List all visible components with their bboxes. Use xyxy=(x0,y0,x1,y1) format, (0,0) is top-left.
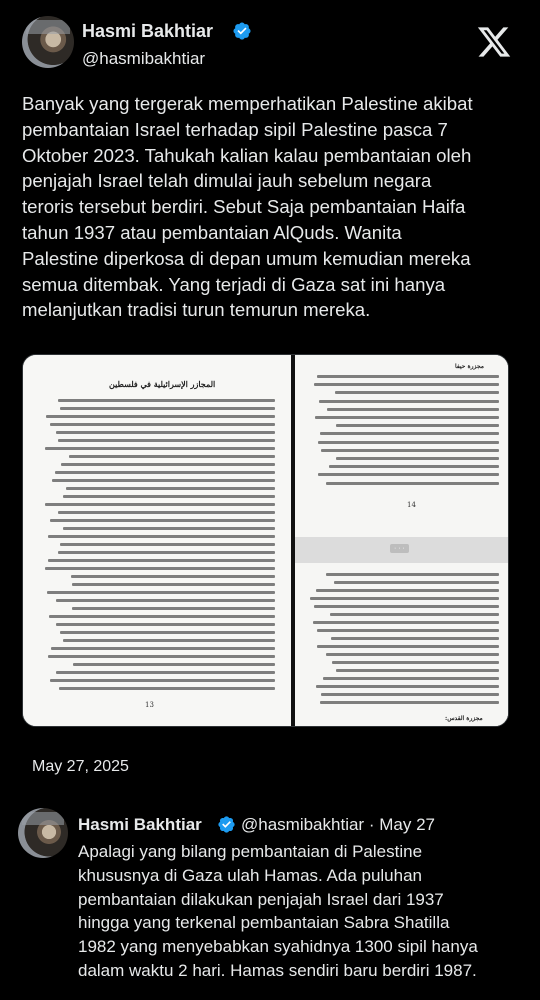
document-text-line xyxy=(73,663,275,666)
document-text-line xyxy=(71,575,275,578)
document-text-line xyxy=(60,407,275,410)
document-text-line xyxy=(45,447,275,450)
document-text-line xyxy=(56,599,275,602)
document-text-line xyxy=(330,613,499,616)
author-display-name[interactable]: Hasmi Bakhtiar xyxy=(82,21,214,41)
document-text-line xyxy=(318,473,499,476)
document-text-line xyxy=(320,701,499,704)
document-text-line xyxy=(45,567,275,570)
tweet-media-image[interactable] xyxy=(22,354,509,727)
verified-badge-icon xyxy=(232,21,252,41)
document-text-line xyxy=(318,441,499,444)
document-text-line xyxy=(335,391,499,394)
document-text-line xyxy=(319,400,499,403)
x-logo-icon[interactable] xyxy=(476,24,512,60)
document-text-line xyxy=(321,449,499,452)
document-text-line xyxy=(323,677,499,680)
document-text-line xyxy=(63,527,275,530)
document-text-line xyxy=(51,647,275,650)
document-page-left xyxy=(23,355,291,727)
verified-badge-icon xyxy=(217,815,236,834)
tweet-text: Banyak yang tergerak memperhatikan Palestine akibat pembantaian Israel terhadap sipil Palestine pasca 7 Oktober 2023. Tahukah kalian kalau pembantaian oleh penjajah Israel telah dimulai jauh sebelum negara teroris tersebut berdiri. Sebut Saja pembantaian Haifa tahun 1937 atau pembantaian AlQuds. Wanita Palestine diperkosa di depan umum kemudian mereka semua ditembak. Yang terjadi di Gaza sat ini hanya melanjutkan tradisi turun temurun mereka. xyxy=(22,93,473,321)
document-text-line xyxy=(317,645,499,648)
reply-author-display-name[interactable]: Hasmi Bakhtiar xyxy=(78,815,202,834)
document-text-line xyxy=(336,457,499,460)
document-text-line xyxy=(48,655,275,658)
document-text-line xyxy=(326,573,499,576)
document-text-line xyxy=(58,439,275,442)
document-text-line xyxy=(66,487,275,490)
avatar-background xyxy=(26,20,70,34)
right-page-bottom-header: مجزرة القدس: xyxy=(445,715,483,722)
tweet-header xyxy=(22,16,520,76)
avatar[interactable] xyxy=(22,16,74,68)
document-text-line xyxy=(56,431,275,434)
document-text-line xyxy=(58,551,275,554)
tweet-date[interactable]: May 27, 2025 xyxy=(32,758,129,775)
reply-meta xyxy=(241,815,435,835)
document-text-line xyxy=(336,424,499,427)
reply-text: Apalagi yang bilang pembantaian di Palestine khususnya di Gaza ulah Hamas. Ada puluhan pembantaian dilakukan penjajah Israel dari 1937 hingga yang terkenal pembantaian Sabra Shatilla 1982 yang menyebabkan syahidnya 1300 sipil hanya dalam waktu 2 hari. Hamas sendiri baru berdiri 1987. xyxy=(78,842,478,980)
document-text-line xyxy=(45,503,275,506)
document-text-line xyxy=(69,455,275,458)
document-text-line xyxy=(63,639,275,642)
document-text-line xyxy=(46,415,275,418)
reply-time[interactable]: May 27 xyxy=(379,815,435,834)
document-text-line xyxy=(60,631,275,634)
document-text-line xyxy=(50,519,275,522)
right-page-top xyxy=(295,355,509,537)
document-text-line xyxy=(56,623,275,626)
document-text-line xyxy=(313,621,499,624)
document-text-line xyxy=(316,685,499,688)
divider xyxy=(0,790,540,791)
document-text-line xyxy=(58,399,275,402)
document-text-line xyxy=(321,693,499,696)
document-text-line xyxy=(326,482,499,485)
document-text-line xyxy=(60,543,275,546)
document-text-line xyxy=(329,465,499,468)
reply-author-handle[interactable]: @hasmibakhtiar xyxy=(241,815,365,834)
document-text-line xyxy=(58,511,275,514)
document-text-line xyxy=(72,607,275,610)
document-text-line xyxy=(61,463,275,466)
document-text-line xyxy=(316,589,499,592)
document-text-line xyxy=(50,679,275,682)
document-text-line xyxy=(59,687,275,690)
avatar-background xyxy=(22,812,64,825)
document-text-line xyxy=(310,597,499,600)
document-text-line xyxy=(314,383,499,386)
document-page-right xyxy=(295,355,509,727)
page-gap-label: · · · xyxy=(390,544,409,553)
document-text-line xyxy=(63,495,275,498)
document-text-line xyxy=(47,591,275,594)
document-text-line xyxy=(48,559,275,562)
document-text-line xyxy=(56,671,275,674)
document-text-line xyxy=(334,581,499,584)
right-page-number: 14 xyxy=(407,501,416,509)
document-text-line xyxy=(52,479,275,482)
document-text-line xyxy=(327,408,499,411)
reply-separator: · xyxy=(368,815,375,834)
document-text-line xyxy=(320,432,499,435)
document-text-line xyxy=(336,669,499,672)
document-text-line xyxy=(50,423,275,426)
right-page-header: مجزرة حيفا xyxy=(455,363,484,370)
left-page-title: المجازر الإسرائيلية في فلسطين xyxy=(109,379,216,389)
document-text-line xyxy=(72,583,275,586)
document-text-line xyxy=(55,471,275,474)
document-text-line xyxy=(49,615,275,618)
document-text-line xyxy=(332,661,499,664)
document-text-line xyxy=(314,605,499,608)
author-handle[interactable]: @hasmibakhtiar xyxy=(82,49,206,68)
document-text-line xyxy=(48,535,275,538)
left-page-number: 13 xyxy=(145,701,154,709)
avatar[interactable] xyxy=(18,808,68,858)
document-text-line xyxy=(326,653,499,656)
document-text-line xyxy=(331,637,499,640)
reply-tweet[interactable] xyxy=(18,808,528,993)
document-text-line xyxy=(317,629,499,632)
document-text-line xyxy=(317,375,499,378)
right-page-bottom xyxy=(295,563,509,727)
document-text-line xyxy=(315,416,499,419)
